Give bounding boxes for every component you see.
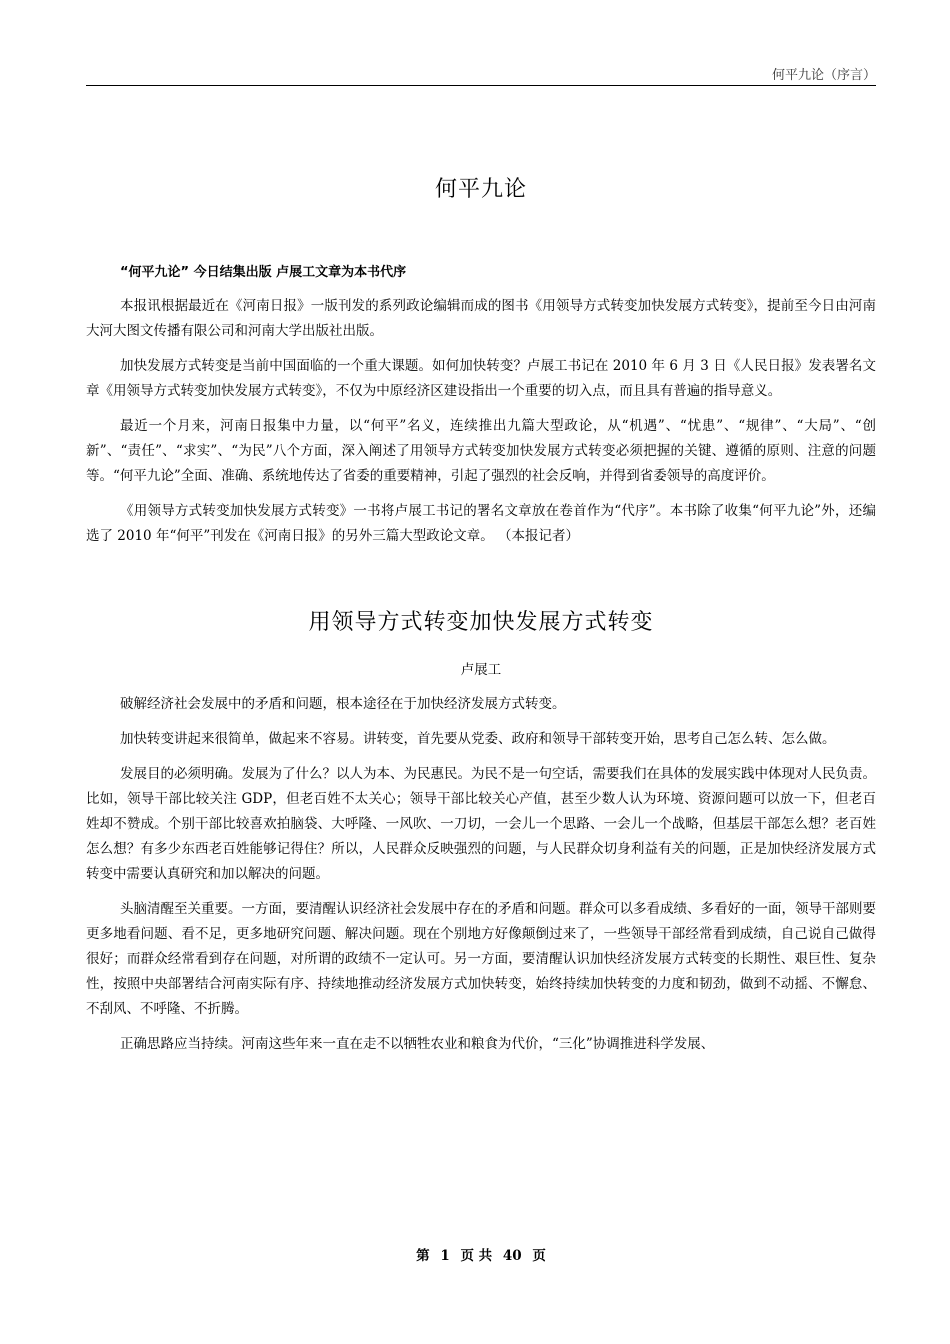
article-paragraph: 破解经济社会发展中的矛盾和问题，根本途径在于加快经济发展方式转变。 <box>120 696 566 712</box>
page-number: 1 <box>440 1248 450 1264</box>
news-subhead: “何平九论” 今日结集出版 卢展工文章为本书代序 <box>120 265 407 280</box>
footer-suffix: 页 <box>532 1248 546 1264</box>
header-rule <box>86 85 876 86</box>
footer-prefix: 第 <box>416 1248 430 1264</box>
news-paragraph: 最近一个月来，河南日报集中力量，以“何平”名义，连续推出九篇大型政论，从“机遇”、“忧患”、“规律”、“大局”、“创新”、“责任”、“求实”、“为民”八个方面，深入阐述了用领导方式转变加快发展方式转变必须把握的关键、遵循的原则、注意的问题等。“何平九论”全面、准确、系统地传达了省委的重要精神，引起了强烈的社会反响，并得到省委领导的高度评价。 <box>86 418 876 484</box>
news-paragraph: 《用领导方式转变加快发展方式转变》一书将卢展工书记的署名文章放在卷首作为“代序”。本书除了收集“何平九论”外，还编选了 2010 年“何平”刊发在《河南日报》的另外三篇大型政论文章。 （本报记者） <box>86 503 876 544</box>
news-paragraph: 本报讯根据最近在《河南日报》一版刊发的系列政论编辑而成的图书《用领导方式转变加快发展方式转变》，提前至今日由河南大河大图文传播有限公司和河南大学出版社出版。 <box>86 298 876 339</box>
book-title: 何平九论 <box>434 177 527 202</box>
article-paragraph: 头脑清醒至关重要。一方面，要清醒认识经济社会发展中存在的矛盾和问题。群众可以多看成绩、多看好的一面，领导干部则要更多地看问题、看不足，更多地研究问题、解决问题。现在个别地方好像颠倒过来了，一些领导干部经常看到成绩，自己说自己做得很好；而群众经常看到存在问题，对所谓的政绩不一定认可。另一方面，要清醒认识加快经济发展方式转变的长期性、艰巨性、复杂性，按照中央部署结合河南实际有序、持续地推动经济发展方式加快转变，始终持续加快转变的力度和韧劲，做到不动摇、不懈怠、不刮风、不呼隆、不折腾。 <box>86 901 876 1017</box>
article-paragraph: 发展目的必须明确。发展为了什么？以人为本、为民惠民。为民不是一句空话，需要我们在具体的发展实践中体现对人民负责。比如，领导干部比较关注 GDP，但老百姓不太关心；领导干部比较关心产值，甚至少数人认为环境、资源问题可以放一下，但老百姓却不赞成。个别干部比较喜欢拍脑袋、大呼隆、一风吹、一刀切，一会儿一个思路、一会儿一个战略，但基层干部怎么想？老百姓怎么想？有多少东西老百姓能够记得住？所以，人民群众反映强烈的问题，与人民群众切身利益有关的问题，正是加快经济发展方式转变中需要认真研究和加以解决的问题。 <box>86 766 876 882</box>
article-author: 卢展工 <box>460 662 502 678</box>
article-title: 用领导方式转变加快发展方式转变 <box>308 610 654 635</box>
article-paragraph: 正确思路应当持续。河南这些年来一直在走不以牺牲农业和粮食为代价，“三化”协调推进科学发展、 <box>120 1036 715 1052</box>
total-pages: 40 <box>502 1248 522 1264</box>
article-paragraph: 加快转变讲起来很简单，做起来不容易。讲转变，首先要从党委、政府和领导干部转变开始，思考自己怎么转、怎么做。 <box>120 731 836 747</box>
news-paragraph: 加快发展方式转变是当前中国面临的一个重大课题。如何加快转变？卢展工书记在 2010 年 6 月 3 日《人民日报》发表署名文章《用领导方式转变加快发展方式转变》，不仅为中原经济区建设指出一个重要的切入点，而且具有普遍的指导意义。 <box>86 358 876 399</box>
footer-middle: 页 共 <box>460 1248 493 1264</box>
running-header: 何平九论（序言） <box>771 68 876 83</box>
page-content <box>86 172 876 1067</box>
document-page <box>86 0 876 1344</box>
page-footer <box>86 1244 876 1264</box>
